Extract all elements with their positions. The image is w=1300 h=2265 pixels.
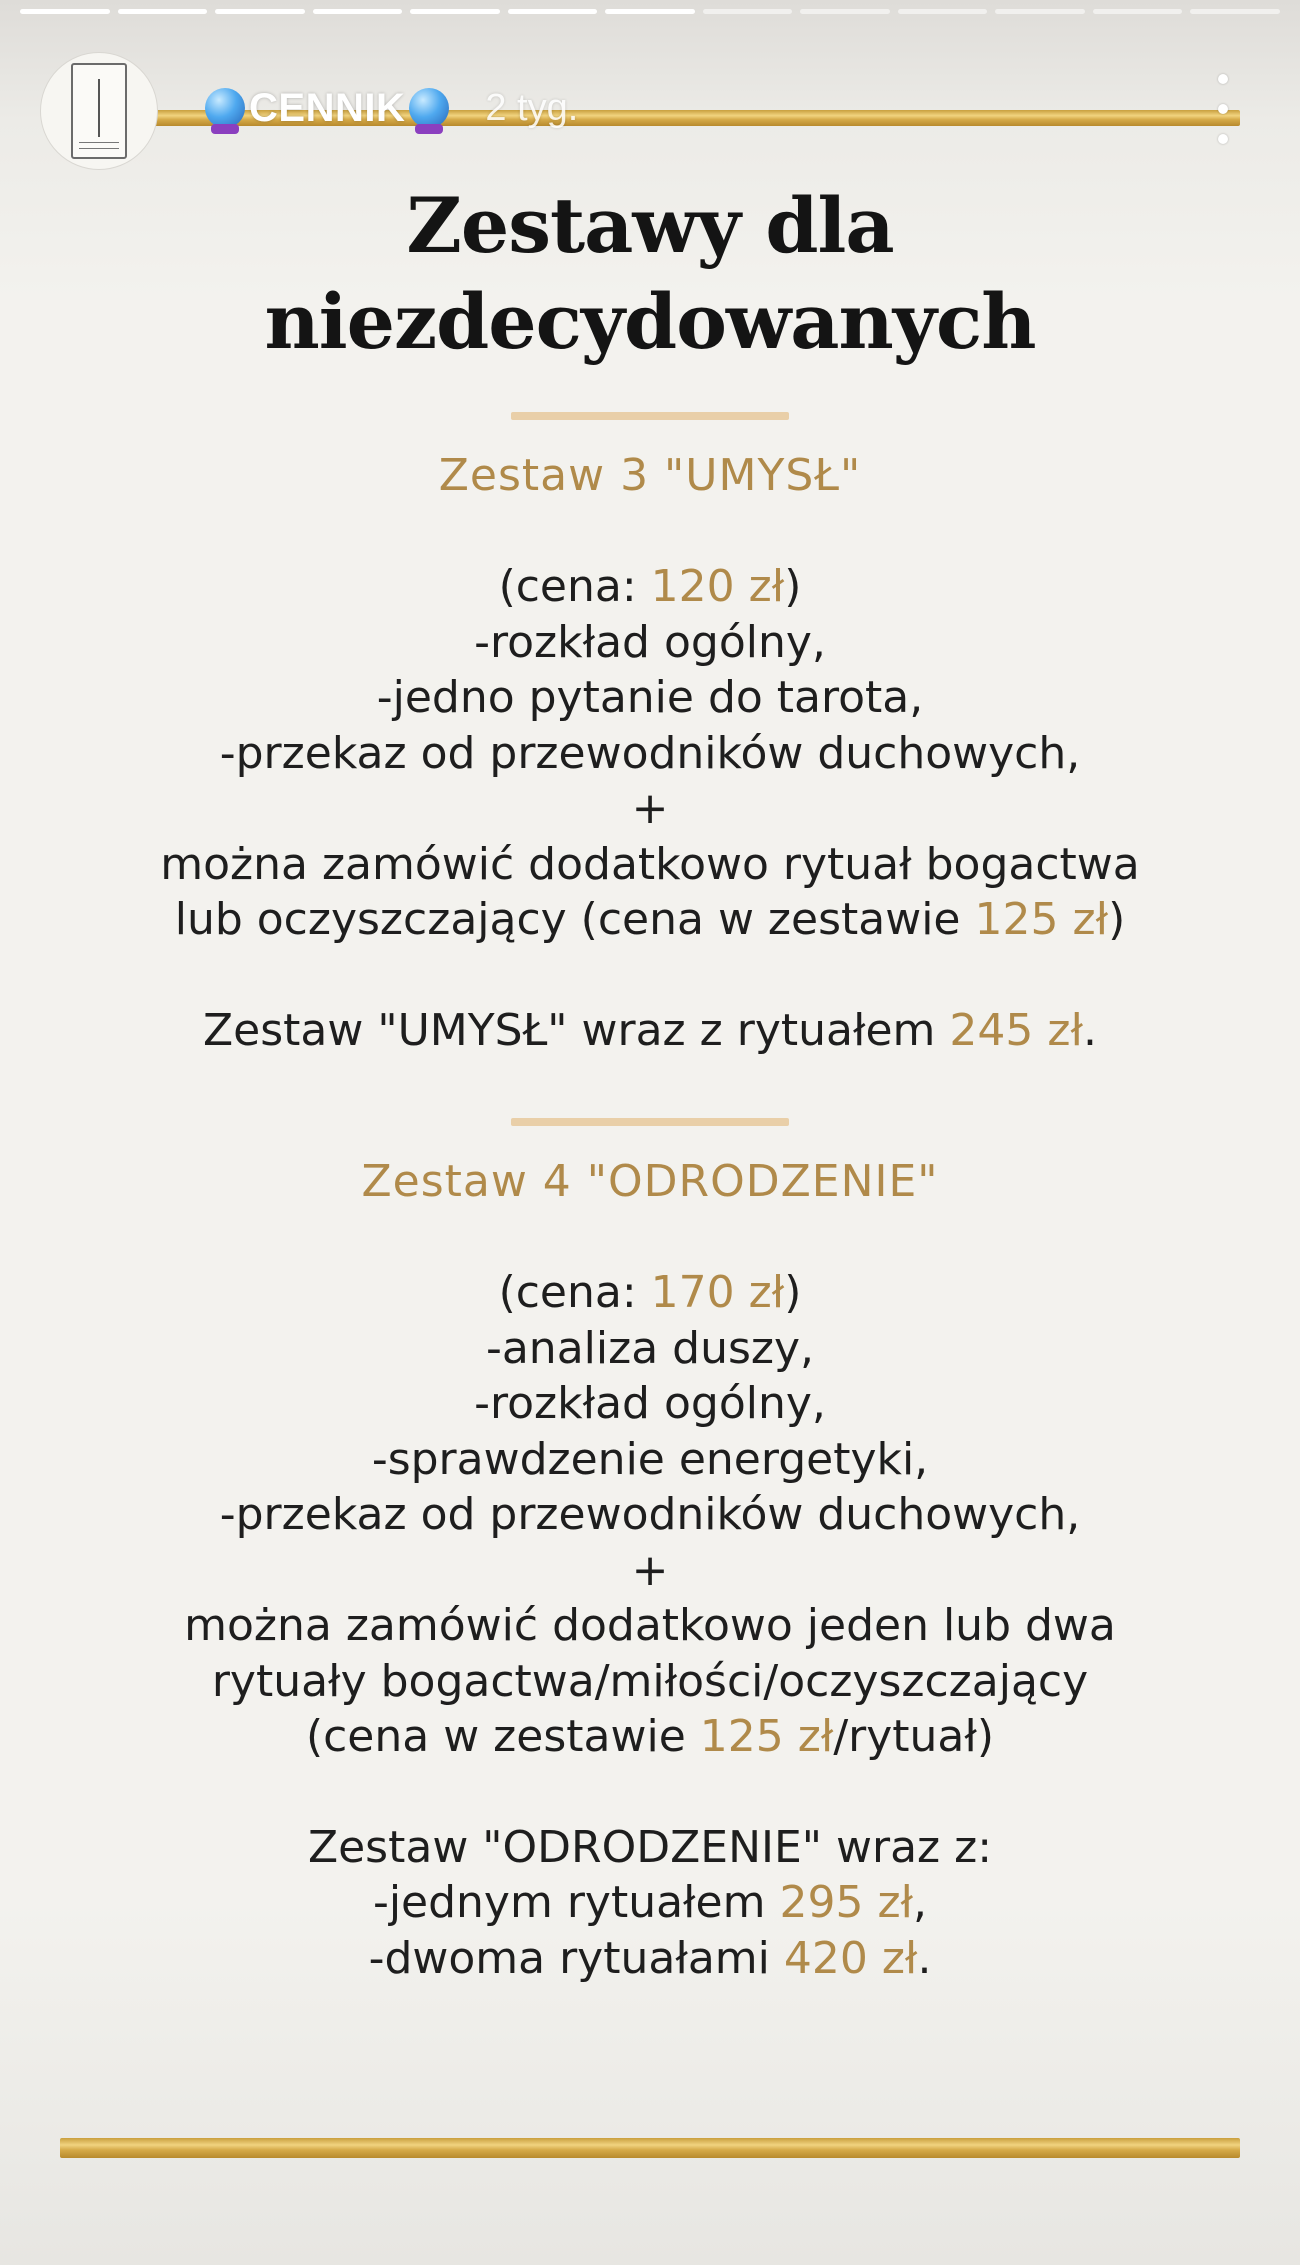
more-options-button[interactable] — [1208, 74, 1238, 144]
avatar[interactable] — [40, 52, 158, 170]
story-header — [0, 50, 1300, 160]
story-progress-segment — [898, 9, 988, 14]
set-4-details — [0, 1265, 1300, 1986]
set-3-price: 120 zł — [650, 561, 785, 612]
set-3-price-line — [0, 559, 1300, 615]
set-3-total — [0, 1003, 1300, 1059]
text: (cena: — [498, 561, 651, 612]
set-4-price-line — [0, 1265, 1300, 1321]
addon-text: rytuały bogactwa/miłości/oczyszczający — [211, 1655, 1089, 1707]
text: ) — [1108, 894, 1126, 945]
title-line: Zestawy dla — [406, 181, 894, 270]
list-item: -rozkład ogólny, — [474, 1378, 826, 1429]
story-progress-segment — [118, 9, 208, 14]
crystal-ball-icon — [205, 88, 245, 128]
text: /rytuał) — [833, 1711, 995, 1762]
story-progress-segment — [313, 9, 403, 14]
text: lub oczyszczający (cena w zestawie — [174, 894, 975, 945]
set-4-price-two-rituals: 420 zł — [783, 1932, 918, 1984]
divider — [511, 1118, 789, 1126]
divider — [511, 412, 789, 420]
crystal-ball-icon — [409, 88, 449, 128]
set-3-addon-price: 125 zł — [974, 894, 1109, 945]
tarot-card-icon — [71, 63, 127, 159]
more-dots-icon — [1218, 74, 1228, 84]
text: ) — [784, 561, 802, 612]
text: . — [1082, 1004, 1097, 1056]
set-4-heading: Zestaw 4 "ODRODZENIE" — [361, 1156, 939, 1207]
plus-sign: + — [631, 1544, 669, 1596]
story-progress-segment — [800, 9, 890, 14]
set-4-addon-price: 125 zł — [699, 1711, 834, 1762]
story-progress-bar — [20, 9, 1280, 14]
story-progress-fill — [410, 9, 500, 14]
story-progress-segment — [410, 9, 500, 14]
text: -jednym rytuałem — [372, 1877, 780, 1928]
text: , — [913, 1877, 928, 1928]
set-3-total-price: 245 zł — [949, 1004, 1083, 1056]
set-3-heading: Zestaw 3 "UMYSŁ" — [438, 450, 862, 501]
set-4-total-heading: Zestaw "ODRODZENIE" wraz z: — [307, 1821, 993, 1873]
page-title — [0, 178, 1300, 370]
list-item: -przekaz od przewodników duchowych, — [219, 1489, 1081, 1540]
story-progress-fill — [605, 9, 695, 14]
addon-text: można zamówić dodatkowo jeden lub dwa — [184, 1600, 1116, 1651]
addon-text: można zamówić dodatkowo rytuał bogactwa — [160, 838, 1140, 890]
list-item: -jedno pytanie do tarota, — [376, 672, 924, 723]
story-progress-segment — [605, 9, 695, 14]
set-4-price-one-ritual: 295 zł — [779, 1877, 914, 1928]
list-item: -przekaz od przewodników duchowych, — [219, 727, 1081, 779]
gold-decoration-bottom — [60, 2138, 1240, 2158]
list-item: -sprawdzenie energetyki, — [371, 1433, 929, 1485]
story-progress-fill — [313, 9, 403, 14]
addon-text — [0, 892, 1300, 948]
story-progress-fill — [215, 9, 305, 14]
addon-text — [0, 1709, 1300, 1765]
story-progress-segment — [703, 9, 793, 14]
story-timestamp: 2 tyg. — [485, 86, 579, 129]
set-4-total-one — [0, 1875, 1300, 1931]
story-content — [0, 160, 1300, 1986]
spacer — [0, 504, 1300, 559]
set-4-price: 170 zł — [650, 1267, 785, 1318]
set-4-total-two — [0, 1931, 1300, 1987]
story-progress-segment — [1190, 9, 1280, 14]
text: Zestaw "UMYSŁ" wraz z rytuałem — [203, 1004, 950, 1056]
story-progress-segment — [20, 9, 110, 14]
text: (cena w zestawie — [305, 1711, 700, 1762]
list-item: -analiza duszy, — [485, 1322, 815, 1374]
text: ) — [784, 1267, 802, 1318]
set-3-details — [0, 559, 1300, 1058]
title-line: niezdecydowanych — [264, 277, 1036, 366]
story-progress-segment — [1093, 9, 1183, 14]
story-progress-segment — [508, 9, 598, 14]
story-progress-segment — [995, 9, 1085, 14]
text: . — [917, 1932, 932, 1984]
list-item: -rozkład ogólny, — [474, 616, 826, 668]
more-dots-icon — [1218, 104, 1228, 114]
plus-sign: + — [631, 783, 669, 834]
account-name[interactable]: CENNIK — [249, 85, 406, 130]
text: (cena: — [498, 1267, 651, 1318]
story-progress-fill — [118, 9, 208, 14]
spacer — [0, 1765, 1300, 1820]
text: -dwoma rytuałami — [368, 1932, 784, 1984]
story-progress-fill — [20, 9, 110, 14]
spacer — [0, 948, 1300, 1003]
account-info[interactable] — [205, 80, 578, 136]
more-dots-icon — [1218, 134, 1228, 144]
spacer — [0, 1210, 1300, 1265]
story-progress-fill — [508, 9, 598, 14]
story-progress-segment — [215, 9, 305, 14]
